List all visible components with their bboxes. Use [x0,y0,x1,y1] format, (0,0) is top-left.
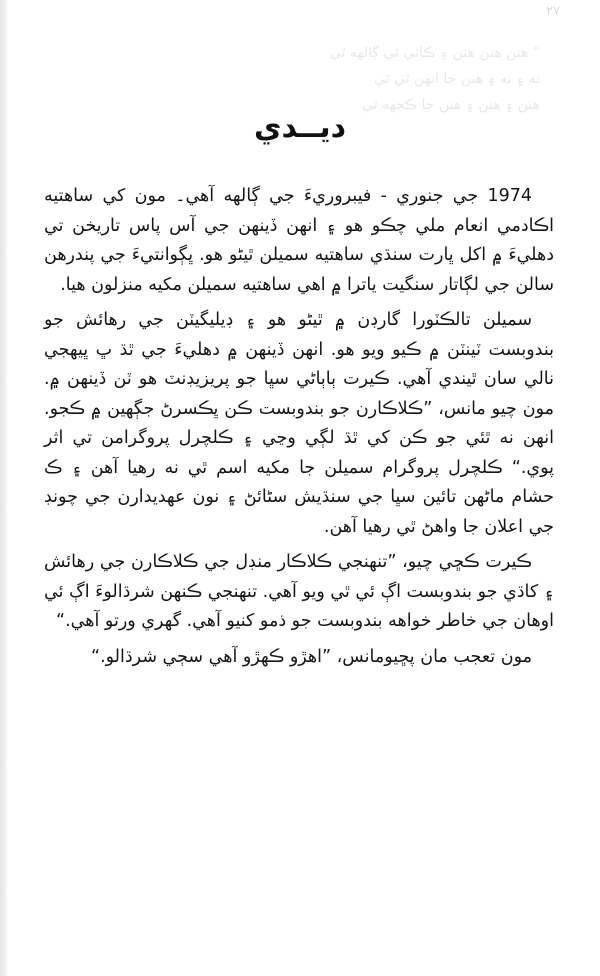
chapter-title: ديــدي [254,110,346,146]
bleed-line: هنن ۽ هنن ۽ هنن جا ڪجهه ٿي [362,97,540,113]
bleed-line: نه ۽ نه ۽ هنن جا انهن ٿي ٿي [373,71,540,87]
bleed-through-text [60,40,540,118]
body-text [44,182,554,678]
page-edge-shadow [0,0,7,976]
paragraph-1: 1974 جي جنوري - فيبروريءَ جي ڳالهه آهي۔ مون کي ساهتيه اڪادمي انعام ملي چڪو هو ۽ انهن ڏينهن جي آس پاس تاريخن تي دهليءَ ۾ اکل ڀارت سنڌي ساهتيه سميلن ٿيڻو هو. ڀڳوانتيءَ جي پندرهن سالن جي لڳاتار سنگيت ياترا ۾ اهي ساهتيه سميلن مکيه منزلون هيا. [44,186,554,295]
paragraph-4: مون تعجب مان پڇيومانس، ”اهڙو ڪهڙو آهي سڄي شرڌالو.“ [91,646,532,667]
page-number: ٢٧ [546,4,560,19]
bleed-line: “ هنن هنن هنن ۽ ڪاٿي ٿي ڳالهه ٿي [329,45,540,61]
paragraph-3: ڪيرت ڪڇي چيو، ”تنهنجي ڪلاڪار منڊل جي ڪلاڪارن جي رهائش ۽ کاڌي جو بندوبست اڳ ئي ٿي ويو آهي. تنهنجي ڪنهن شرڌالوءَ اڳ ئي اوهان جي خاطر خواهه بندوبست جو ذمو کنيو آهي. گهري ورتو آهي.“ [44,552,554,631]
paragraph-2: سميلن تالڪٽورا گارڊن ۾ ٿيڻو هو ۽ ڊيليگيٽن جي رهائش جو بندوبست ٽينٽن ۾ ڪيو ويو هو. انهن ڏينهن ۾ دهليءَ جي ٿڌ ڀ ڀيهجي نالي سان ٿيندي آهي. ڪيرت ٻاٻاڻي سڀا جو پريزيڊنٽ هو ٽن ڏينهن ۾. مون چيو مانس، ”ڪلاڪارن جو بندوبست ڪن ڀڪسرڻ جڳهين ۾ ڪجو. انهن نه ٿئي جو ڪن کي ٿڌ لڳي وڃي ۽ ڪلچرل پروگرامن تي اثر پوي.“ ڪلچرل پروگرام سميلن جا مکيه اسم ٿي نه رهيا آهن ۽ ڪ حشام ماڻهن تائين سڀا جي سنڌيش سڻائڻ ۽ نون عهديدارن جي چونڊ جي اعلان جا واهڻ ٿي رهيا آهن. [44,310,554,537]
